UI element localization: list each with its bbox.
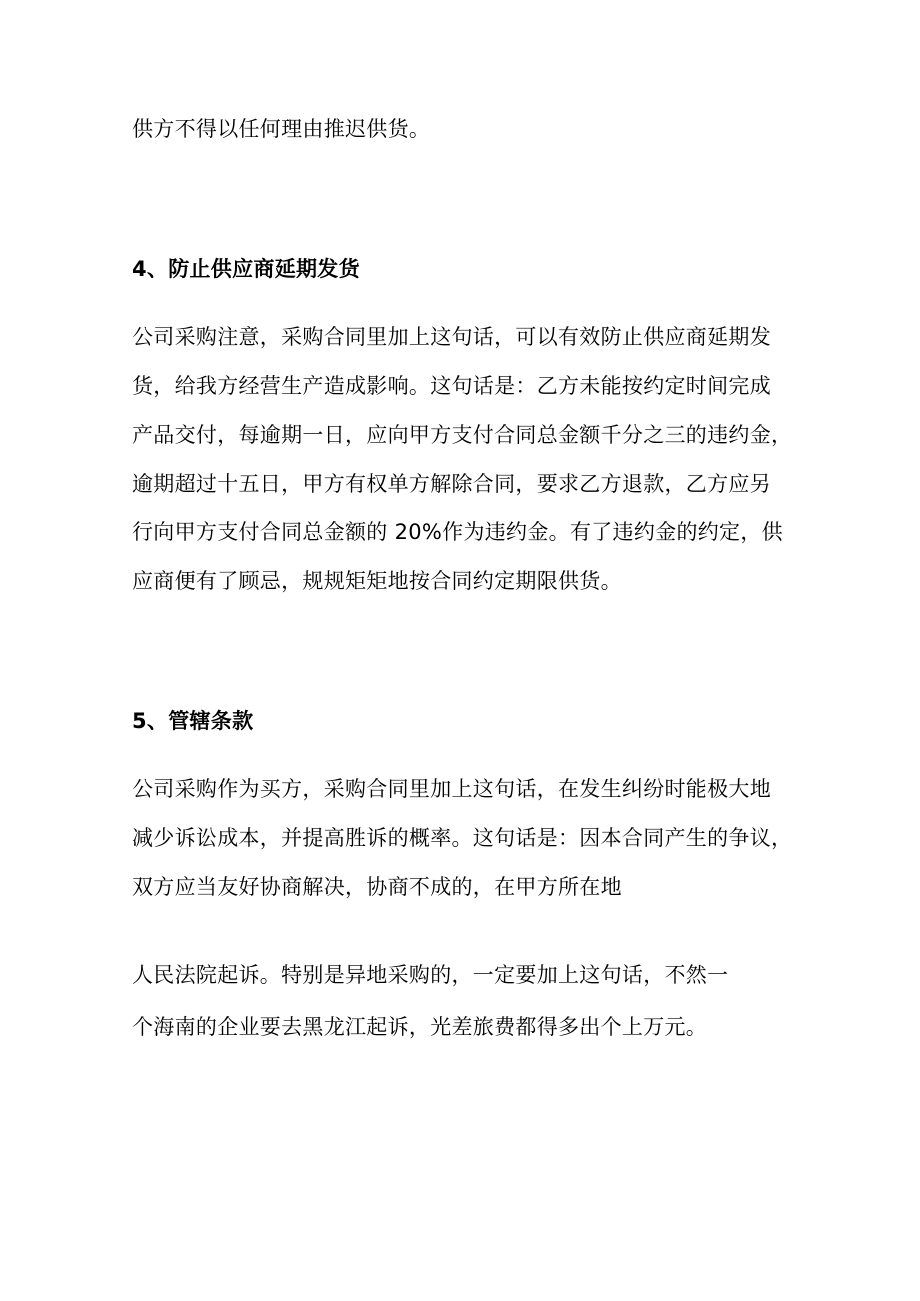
section-4-heading: 4、防止供应商延期发货 (132, 257, 360, 281)
section-4-line: 公司采购注意，采购合同里加上这句话，可以有效防止供应商延期发 (132, 325, 771, 349)
intro-paragraph: 供方不得以任何理由推迟供货。 (132, 117, 431, 141)
section-4-line: 逾期超过十五日，甲方有权单方解除合同，要求乙方退款，乙方应另 (132, 472, 771, 496)
section-5-line: 双方应当友好协商解决，协商不成的，在甲方所在地 (132, 875, 622, 899)
section-4-line: 应商便有了顾忌，规规矩矩地按合同约定期限供货。 (132, 569, 622, 593)
section-5-heading: 5、管辖条款 (132, 709, 254, 733)
section-4-line: 产品交付，每逾期一日，应向甲方支付合同总金额千分之三的违约金， (132, 423, 793, 447)
section-4-line: 行向甲方支付合同总金额的 20%作为违约金。有了违约金的约定，供 (132, 520, 783, 544)
section-5-line: 减少诉讼成本，并提高胜诉的概率。这句话是：因本合同产生的争议， (132, 826, 793, 850)
section-5-line: 公司采购作为买方，采购合同里加上这句话，在发生纠纷时能极大地 (132, 777, 771, 801)
section-5-continuation-line: 个海南的企业要去黑龙江起诉，光差旅费都得多出个上万元。 (132, 1015, 708, 1039)
section-5-continuation-line: 人民法院起诉。特别是异地采购的，一定要加上这句话，不然一 (132, 963, 729, 987)
section-4-line: 货，给我方经营生产造成影响。这句话是：乙方未能按约定时间完成 (132, 374, 771, 398)
